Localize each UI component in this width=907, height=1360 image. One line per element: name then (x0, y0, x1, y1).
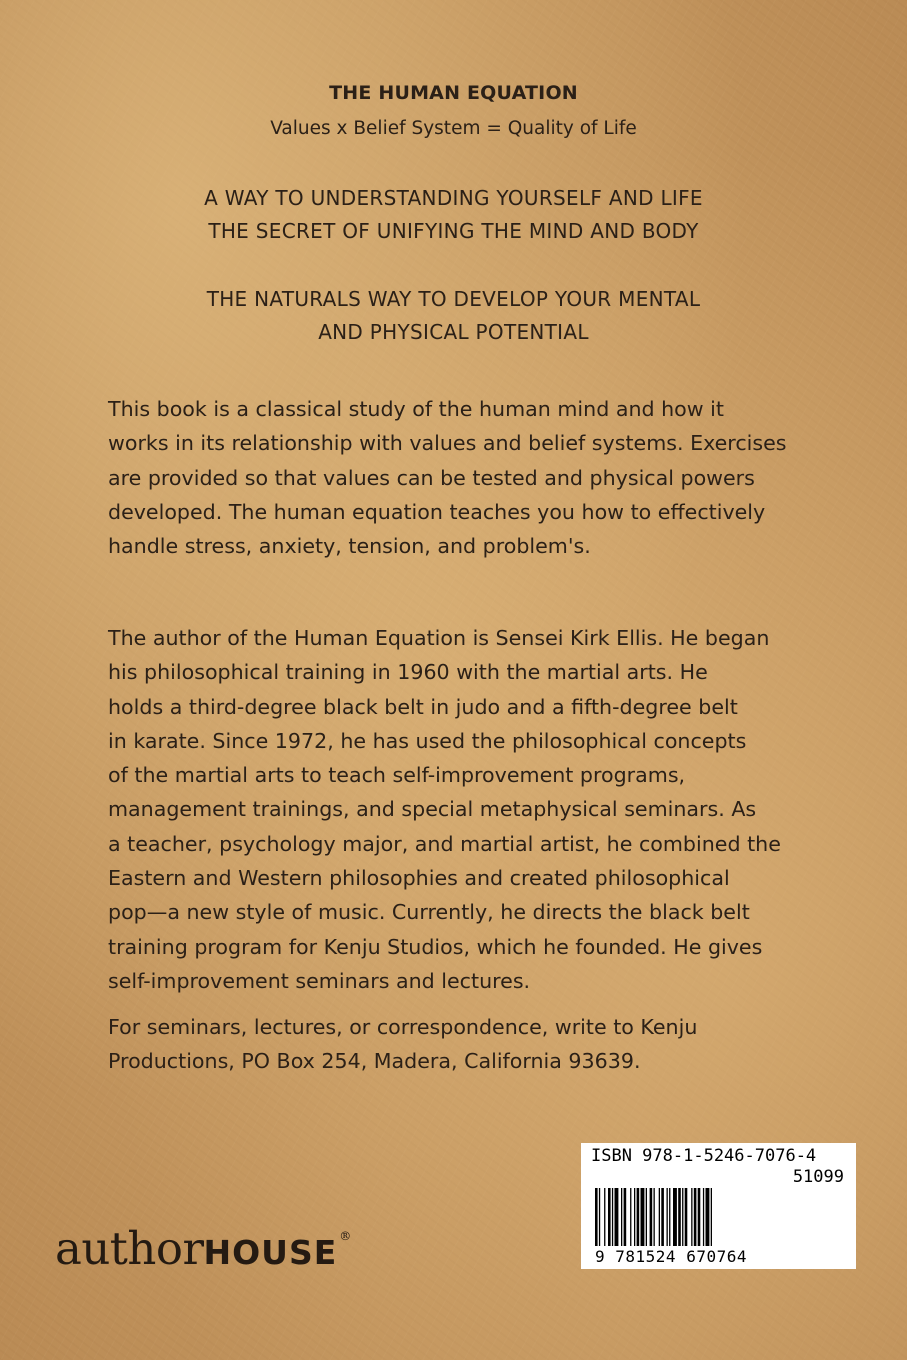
logo-house-text: HOUSE (203, 1233, 338, 1272)
publisher-logo (55, 1222, 351, 1275)
text-line: training program for Kenju Studios, which he founded. He gives (108, 934, 763, 959)
ean-digits: 9 781524 670764 (595, 1247, 747, 1266)
text-line: For seminars, lectures, or correspondence, write to Kenju (108, 1015, 698, 1039)
text-line: Productions, PO Box 254, Madera, California 93639. (108, 1049, 641, 1074)
text-line: handle stress, anxiety, tension, and problem's. (108, 534, 591, 559)
book-description-paragraph (108, 392, 808, 563)
text-line: works in its relationship with values and belief systems. Exercises (108, 431, 787, 456)
text-line: The author of the Human Equation is Sensei Kirk Ellis. He began (108, 626, 770, 650)
text-line: Eastern and Western philosophies and created philosophical (108, 866, 730, 891)
text-line: are provided so that values can be tested and physical powers (108, 465, 755, 490)
text-line: of the martial arts to teach self-improvement programs, (108, 763, 686, 788)
isbn-barcode (581, 1143, 856, 1269)
tagline-block-2 (0, 283, 907, 349)
text-line: This book is a classical study of the human mind and how it (108, 397, 724, 421)
author-bio-paragraph (108, 621, 808, 998)
tagline-block-1 (0, 182, 907, 248)
text-line: self-improvement seminars and lectures. (108, 968, 531, 993)
contact-paragraph (108, 1010, 808, 1079)
logo-author-text: author (55, 1222, 204, 1275)
price-code: 51099 (792, 1167, 844, 1187)
tagline-line: AND PHYSICAL POTENTIAL (318, 320, 589, 344)
tagline-line: THE SECRET OF UNIFYING THE MIND AND BODY (208, 219, 699, 243)
registered-trademark-icon: ® (339, 1229, 351, 1243)
text-line: management trainings, and special metaphysical seminars. As (108, 797, 757, 822)
barcode-bars-icon (595, 1188, 750, 1246)
text-line: his philosophical training in 1960 with the martial arts. He (108, 660, 708, 685)
text-line: holds a third-degree black belt in judo and a fifth-degree belt (108, 694, 738, 719)
isbn-label: ISBN 978-1-5246-7076-4 (591, 1146, 817, 1166)
tagline-line: THE NATURALS WAY TO DEVELOP YOUR MENTAL (206, 287, 701, 311)
text-line: a teacher, psychology major, and martial artist, he combined the (108, 831, 781, 856)
text-line: in karate. Since 1972, he has used the philosophical concepts (108, 728, 747, 753)
book-subtitle: Values x Belief System = Quality of Life (270, 118, 637, 139)
text-line: developed. The human equation teaches you how to effectively (108, 499, 766, 524)
tagline-line: A WAY TO UNDERSTANDING YOURSELF AND LIFE (204, 186, 703, 210)
text-line: pop—a new style of music. Currently, he directs the black belt (108, 900, 750, 925)
book-title: THE HUMAN EQUATION (329, 82, 578, 104)
